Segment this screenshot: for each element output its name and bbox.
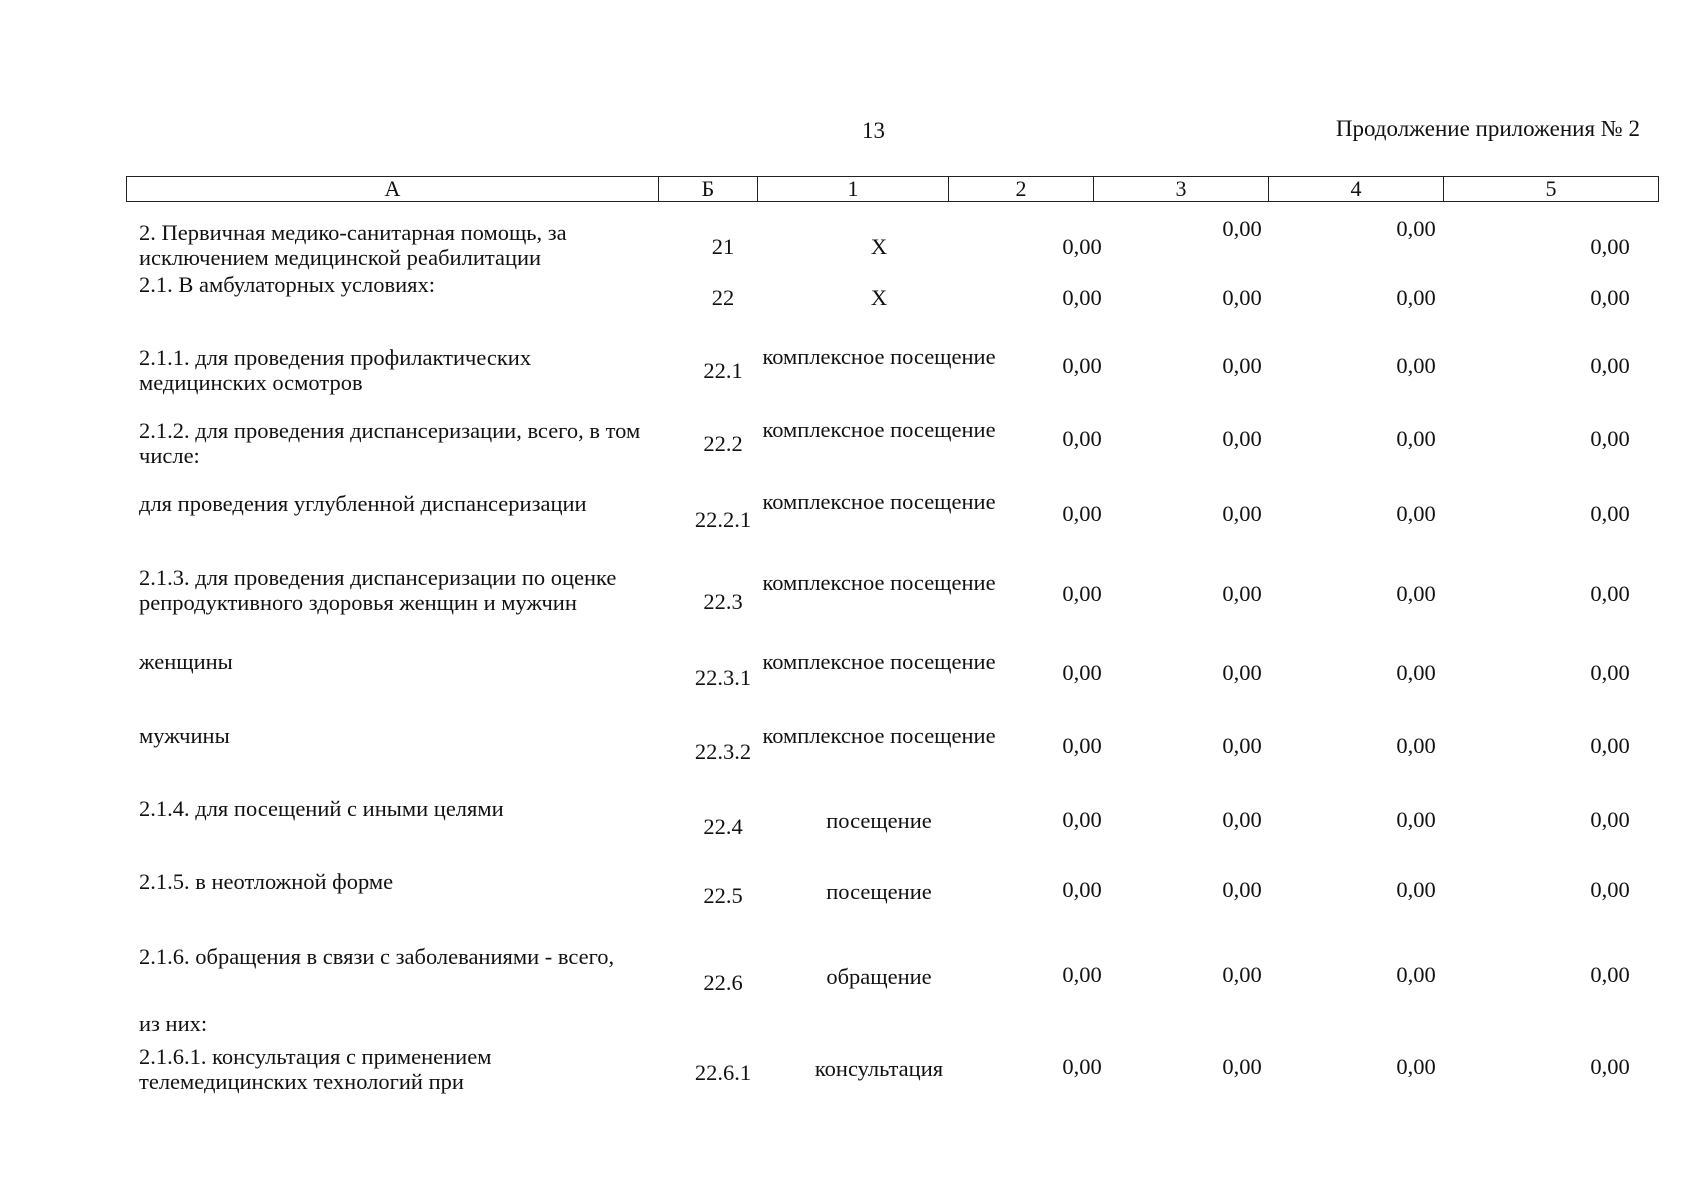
row-unit: комплексное посещение: [762, 723, 996, 748]
row-value-col5: 0,00: [1590, 807, 1630, 832]
row-name: 2.1.5. в неотложной форме: [139, 869, 394, 894]
table-row: [126, 796, 1658, 869]
column-header-row: [126, 176, 1659, 202]
row-value-col3: 0,00: [1222, 285, 1262, 310]
column-header-5: 5: [1444, 177, 1659, 202]
row-code: 22.6: [703, 970, 743, 995]
row-code: 22.4: [703, 814, 743, 839]
column-header-3: 3: [1094, 177, 1269, 202]
table-row: [126, 1011, 1658, 1044]
row-name: 2.1. В амбулаторных условиях:: [139, 272, 436, 297]
row-unit: посещение: [826, 879, 932, 904]
row-value-col5: 0,00: [1590, 660, 1630, 685]
row-name: 2.1.3. для проведения диспансеризации по оценке репродуктивного здоровья женщин и мужчин: [139, 565, 617, 615]
row-unit: комплексное посещение: [762, 417, 996, 442]
row-code: 22.3: [703, 589, 743, 614]
table-row: [126, 204, 1658, 268]
table-row: [126, 487, 1658, 565]
row-value-col4: 0,00: [1396, 581, 1436, 606]
row-value-col2: 0,00: [1062, 962, 1102, 987]
row-code: 22.3.1: [694, 665, 752, 690]
table-row: [126, 565, 1658, 650]
row-unit: посещение: [826, 808, 932, 833]
row-code: 22.2: [703, 431, 743, 456]
row-code: 22.1: [703, 358, 743, 383]
row-unit: Х: [870, 234, 888, 259]
row-name: 2.1.4. для посещений с иными целями: [139, 796, 504, 821]
row-value-col3: 0,00: [1222, 962, 1262, 987]
row-unit: обращение: [826, 964, 932, 989]
row-value-col5: 0,00: [1590, 285, 1630, 310]
table-row: [126, 650, 1658, 723]
row-name: 2. Первичная медико-санитарная помощь, за исключением медицинской реабилитации: [139, 220, 567, 270]
column-header-4: 4: [1269, 177, 1444, 202]
row-value-col4: 0,00: [1396, 426, 1436, 451]
row-value-col2: 0,00: [1062, 353, 1102, 378]
row-value-col5: 0,00: [1590, 1054, 1630, 1079]
row-unit: комплексное посещение: [762, 489, 996, 514]
row-value-col3: 0,00: [1222, 807, 1262, 832]
row-value-col5: 0,00: [1590, 501, 1630, 526]
appendix-continuation-note: Продолжение приложения № 2: [1335, 116, 1640, 141]
row-value-col2: 0,00: [1062, 581, 1102, 606]
row-name: мужчины: [139, 723, 230, 748]
row-value-col5: 0,00: [1590, 733, 1630, 758]
row-value-col5: 0,00: [1590, 581, 1630, 606]
page-number: 13: [862, 118, 885, 143]
row-value-col4: 0,00: [1396, 1054, 1436, 1079]
row-value-col5: 0,00: [1590, 962, 1630, 987]
row-name: для проведения углубленной диспансеризации: [139, 491, 587, 516]
row-code: 22.3.2: [694, 739, 752, 764]
row-name: 2.1.2. для проведения диспансеризации, всего, в том числе:: [139, 418, 641, 468]
row-code: 22.2.1: [694, 507, 752, 532]
row-value-col4: 0,00: [1396, 733, 1436, 758]
row-value-col2: 0,00: [1062, 426, 1102, 451]
table-body: [126, 204, 1658, 1104]
column-header-1: 1: [758, 177, 949, 202]
row-value-col4: 0,00: [1396, 660, 1436, 685]
table-row: [126, 1044, 1658, 1104]
row-value-col3: 0,00: [1222, 877, 1262, 902]
row-value-col3: 0,00: [1222, 660, 1262, 685]
column-header-2: 2: [949, 177, 1094, 202]
column-header-b: Б: [659, 177, 758, 202]
row-name: 2.1.6.1. консультация с применением телемедицинских технологий при: [139, 1044, 492, 1094]
row-code: 21: [711, 234, 735, 259]
row-value-col5: 0,00: [1590, 234, 1630, 259]
row-value-col5: 0,00: [1590, 426, 1630, 451]
row-value-col3: 0,00: [1222, 426, 1262, 451]
row-value-col2: 0,00: [1062, 660, 1102, 685]
table-row: [126, 414, 1658, 487]
row-value-col2: 0,00: [1062, 877, 1102, 902]
row-value-col2: 0,00: [1062, 285, 1102, 310]
column-header-a: А: [127, 177, 659, 202]
row-value-col3: 0,00: [1222, 581, 1262, 606]
row-code: 22.5: [703, 883, 743, 908]
row-value-col4: 0,00: [1396, 501, 1436, 526]
row-value-col4: 0,00: [1396, 216, 1436, 241]
table-row: [126, 268, 1658, 341]
row-name: 2.1.6. обращения в связи с заболеваниями - всего,: [139, 944, 615, 969]
row-value-col2: 0,00: [1062, 1054, 1102, 1079]
row-value-col3: 0,00: [1222, 501, 1262, 526]
row-value-col4: 0,00: [1396, 877, 1436, 902]
row-name: 2.1.1. для проведения профилактических медицинских осмотров: [139, 345, 532, 395]
table-row: [126, 341, 1658, 414]
row-value-col4: 0,00: [1396, 353, 1436, 378]
row-name: из них:: [139, 1011, 208, 1036]
row-code: 22: [711, 285, 735, 310]
row-value-col3: 0,00: [1222, 733, 1262, 758]
table-row: [126, 723, 1658, 796]
row-value-col2: 0,00: [1062, 807, 1102, 832]
row-unit: комплексное посещение: [762, 344, 996, 369]
row-unit: комплексное посещение: [762, 649, 996, 674]
row-value-col2: 0,00: [1062, 234, 1102, 259]
row-unit: Х: [870, 285, 888, 310]
row-value-col4: 0,00: [1396, 807, 1436, 832]
row-value-col3: 0,00: [1222, 216, 1262, 241]
row-value-col4: 0,00: [1396, 285, 1436, 310]
row-name: женщины: [139, 649, 233, 674]
table-row: [126, 942, 1658, 1011]
row-value-col3: 0,00: [1222, 1054, 1262, 1079]
row-value-col5: 0,00: [1590, 353, 1630, 378]
row-unit: комплексное посещение: [762, 570, 996, 595]
table-row: [126, 869, 1658, 942]
row-value-col3: 0,00: [1222, 353, 1262, 378]
row-value-col2: 0,00: [1062, 501, 1102, 526]
row-value-col2: 0,00: [1062, 733, 1102, 758]
row-code: 22.6.1: [694, 1060, 752, 1085]
row-value-col5: 0,00: [1590, 877, 1630, 902]
row-value-col4: 0,00: [1396, 962, 1436, 987]
row-unit: консультация: [814, 1056, 944, 1081]
